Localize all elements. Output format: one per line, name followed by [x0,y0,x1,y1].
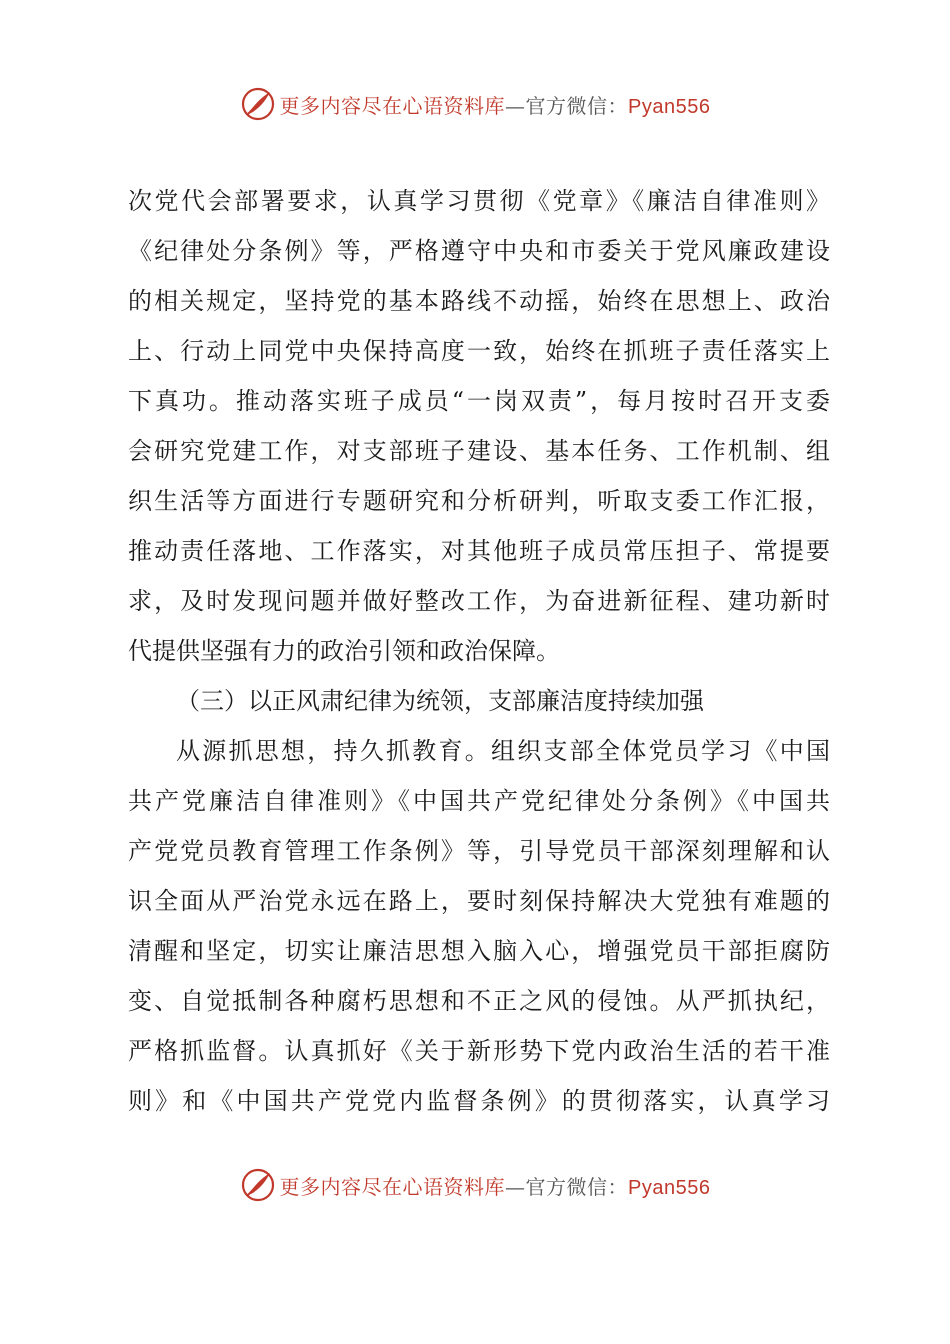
banner-wechat-id: Pyan556 [628,95,711,118]
text-line: 清醒和坚定，切实让廉洁思想入脑入心，增强党员干部拒腐防 [128,937,830,965]
header-banner [0,82,950,126]
text-line: 《纪律处分条例》等，严格遵守中央和市委关于党风廉政建设 [128,237,830,265]
text-line: 的相关规定，坚持党的基本路线不动摇，始终在思想上、政治 [128,287,830,315]
text-line: 共产党廉洁自律准则》《中国共产党纪律处分条例》《中国共 [128,787,830,815]
footer-banner [0,1163,950,1207]
text-line: 从源抓思想，持久抓教育。组织支部全体党员学习《中国 [176,737,830,765]
section-heading: （三）以正风肃纪律为统领，支部廉洁度持续加强 [176,687,704,715]
quill-pen-logo-icon [240,86,276,122]
text-line: 识全面从严治党永远在路上，要时刻保持解决大党独有难题的 [128,887,830,915]
document-body [128,176,830,1126]
banner-dash: — [505,93,526,118]
banner-text [280,1171,711,1200]
text-line: 变、自觉抵制各种腐朽思想和不正之风的侵蚀。从严抓执纪， [128,987,830,1015]
banner-dash: — [505,1174,526,1199]
quill-pen-logo-icon [240,1167,276,1203]
text-line: 严格抓监督。认真抓好《关于新形势下党内政治生活的若干准 [128,1037,830,1065]
text-line: 上、行动上同党中央保持高度一致，始终在抓班子责任落实上 [128,337,830,365]
banner-brand: 更多内容尽在心语资料库 [279,1174,506,1199]
text-line: 下真功。推动落实班子成员“一岗双责”，每月按时召开支委 [128,387,830,415]
banner-brand: 更多内容尽在心语资料库 [279,93,506,118]
text-line: 推动责任落地、工作落实，对其他班子成员常压担子、常提要 [128,537,830,565]
banner-text [280,90,711,119]
text-line: 织生活等方面进行专题研究和分析研判，听取支委工作汇报， [128,487,830,515]
banner-label: 官方微信： [525,93,629,118]
text-line: 代提供坚强有力的政治引领和政治保障。 [128,637,560,665]
banner-wechat-id: Pyan556 [628,1176,711,1199]
banner-label: 官方微信： [525,1174,629,1199]
text-line: 会研究党建工作，对支部班子建设、基本任务、工作机制、组 [128,437,830,465]
text-line: 则》和《中国共产党党内监督条例》的贯彻落实，认真学习 [128,1087,830,1115]
text-line: 求，及时发现问题并做好整改工作，为奋进新征程、建功新时 [128,587,830,615]
text-line: 产党党员教育管理工作条例》等，引导党员干部深刻理解和认 [128,837,830,865]
text-line: 次党代会部署要求，认真学习贯彻《党章》《廉洁自律准则》 [128,187,830,215]
